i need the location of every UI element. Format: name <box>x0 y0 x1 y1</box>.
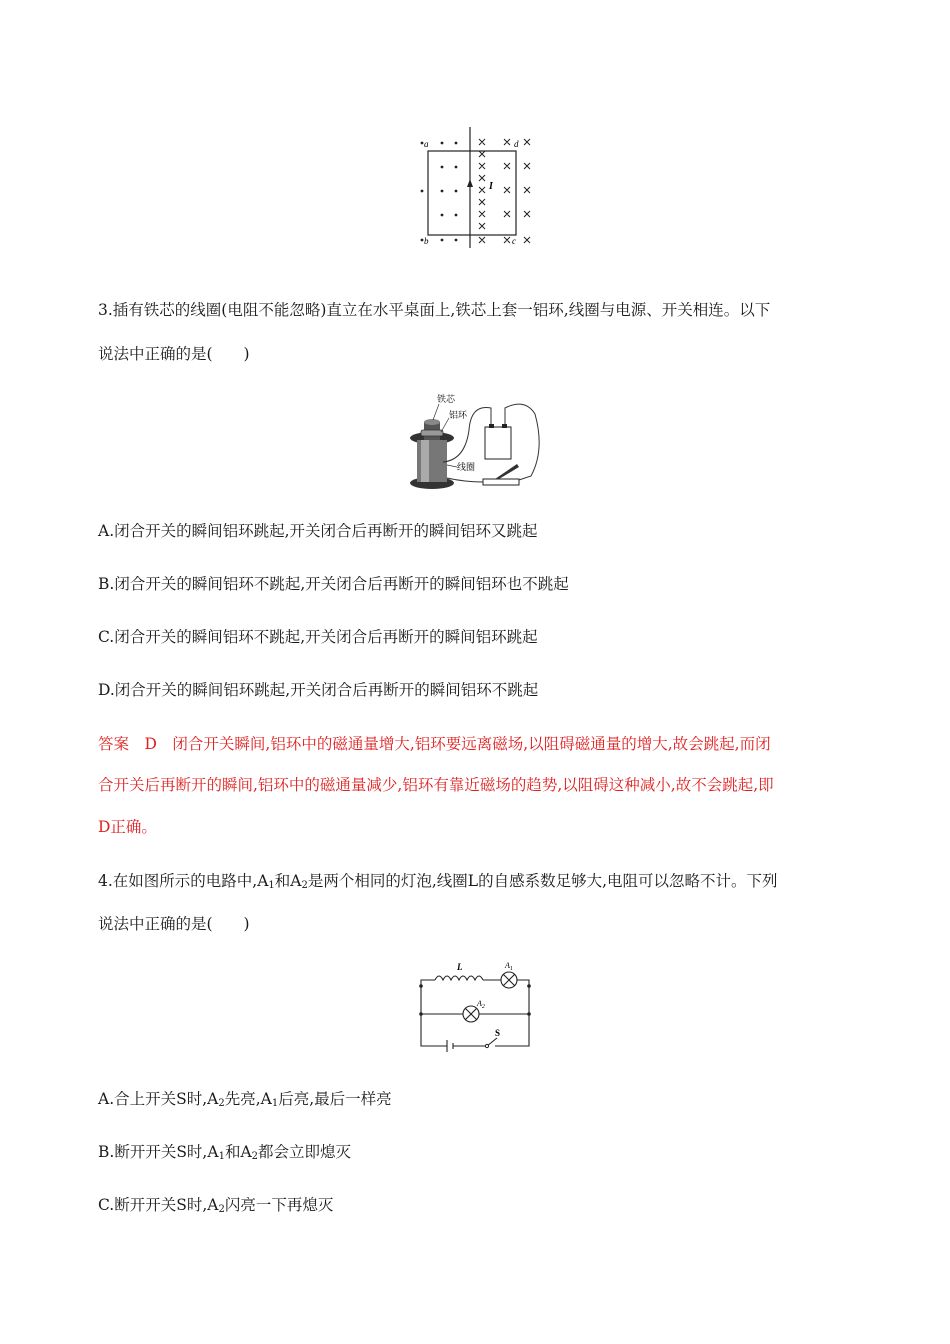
q3-option-a: A.闭合开关的瞬间铝环跳起,开关闭合后再断开的瞬间铝环又跳起 <box>98 522 538 540</box>
q3-stem-line2: 说法中正确的是( ) <box>98 345 250 363</box>
q4-option-a: A.合上开关S时$,A_2$先亮$,A_1$后亮,最后一样亮 <box>98 1090 392 1109</box>
battery <box>485 427 511 459</box>
q3-option-d: D.闭合开关的瞬间铝环跳起,开关闭合后再断开的瞬间铝环不跳起 <box>98 681 539 699</box>
current-arrow <box>467 179 473 187</box>
label-L: L <box>457 962 463 972</box>
q4-stem-line1: 4.在如图所示的电路中$,A_1$和$A_2$是两个相同的灯泡,线圈L的自感系数足够大,电阻可以忽略不计。下列 <box>98 872 778 891</box>
q3-answer-line2: 合开关后再断开的瞬间,铝环中的磁通量减少,铝环有靠近磁场的趋势,以阻碍这种减小,故不会跳起,即 <box>98 776 774 794</box>
q4-stem-line2: 说法中正确的是( ) <box>98 915 250 933</box>
label-d: d <box>514 139 519 149</box>
label-c: c <box>512 236 516 246</box>
label-I: I <box>489 181 493 192</box>
label-ring: 铝环 <box>449 410 468 420</box>
magnetic-field-figure <box>410 125 540 250</box>
q4-option-b: B.断开开关S时$,A_1$和$A_2$都会立即熄灭 <box>98 1143 352 1162</box>
inductor-L <box>435 976 483 980</box>
label-a: a <box>424 139 429 149</box>
label-S: S <box>495 1028 501 1038</box>
label-A2: $A_2$ <box>477 999 485 1010</box>
dot-field <box>421 142 458 242</box>
cross-field <box>479 139 530 243</box>
label-coil: 线圈 <box>457 462 476 472</box>
switch-base <box>483 479 519 485</box>
q3-option-c: C.闭合开关的瞬间铝环不跳起,开关闭合后再断开的瞬间铝环跳起 <box>98 628 538 646</box>
q3-answer-line1: 答案 D 闭合开关瞬间,铝环中的磁通量增大,铝环要远离磁场,以阻碍磁通量的增大,故会跳起,而闭 <box>98 735 771 753</box>
label-A1: $A_1$ <box>505 961 513 972</box>
q3-stem-line1: 3.插有铁芯的线圈(电阻不能忽略)直立在水平桌面上,铁芯上套一铝环,线圈与电源、开关相连。以下 <box>98 301 771 319</box>
coil-circuit-figure <box>405 390 555 495</box>
label-b: b <box>424 236 429 246</box>
loop-abcd <box>428 151 516 235</box>
aluminum-ring <box>421 430 443 436</box>
switch-lever <box>495 464 519 479</box>
q4-option-c: C.断开开关S时$,A_2$闪亮一下再熄灭 <box>98 1196 334 1215</box>
battery-symbol <box>447 1040 453 1052</box>
q3-option-b: B.闭合开关的瞬间铝环不跳起,开关闭合后再断开的瞬间铝环也不跳起 <box>98 575 569 593</box>
circuit-diagram <box>415 958 535 1053</box>
label-core: 铁芯 <box>437 394 456 404</box>
q3-answer-line3: D正确。 <box>98 818 157 836</box>
